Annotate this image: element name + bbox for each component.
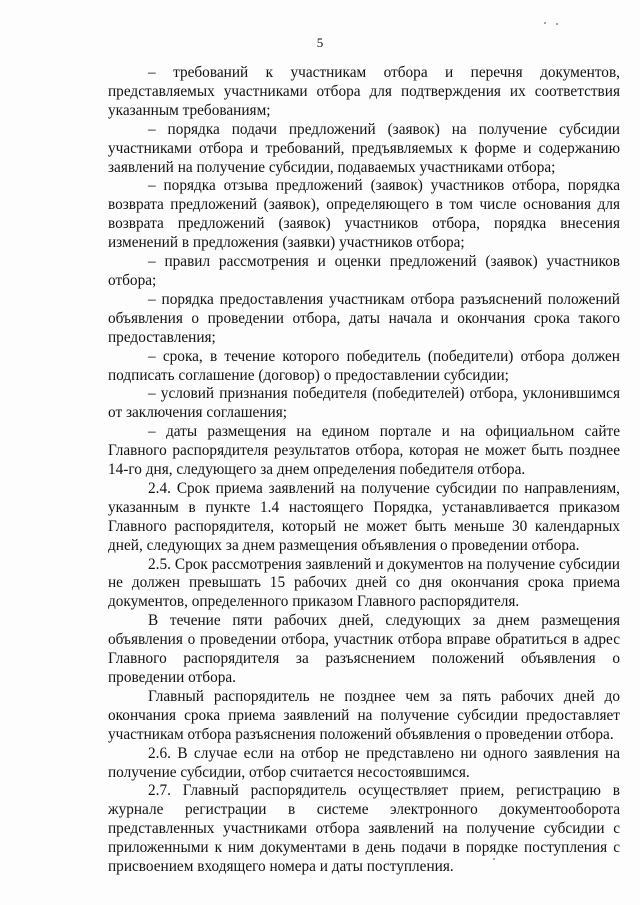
document-body bbox=[108, 64, 620, 877]
paragraph: – порядка предоставления участникам отбора разъяснений положений объявления о проведении отбора, даты начала и окончания срока такого предоставления; bbox=[108, 290, 620, 346]
paragraph: – условий признания победителя (победителей) отбора, уклонившимся от заключения соглашения; bbox=[108, 385, 620, 422]
paragraph: 2.6. В случае если на отбор не представлено ни одного заявления на получение субсидии, отбор считается несостоявшимся. bbox=[108, 744, 620, 781]
paragraph: – порядка подачи предложений (заявок) на получение субсидии участниками отбора и требований, предъявляемых к форме и содержанию заявлений на получение субсидии, подаваемых участниками отбора; bbox=[108, 120, 620, 176]
paragraph: 2.5. Срок рассмотрения заявлений и документов на получение субсидии не должен превышать 15 рабочих дней со дня окончания срока приема документов, определенного приказом Главного распорядителя. bbox=[108, 555, 620, 611]
paragraph: В течение пяти рабочих дней, следующих за днем размещения объявления о проведении отбора, участник отбора вправе обратиться в адрес Главного распорядителя за разъяснением положений объявления о проведении отбора. bbox=[108, 612, 620, 686]
scan-speck bbox=[544, 22, 546, 24]
paragraph: 2.4. Срок приема заявлений на получение субсидии по направлениям, указанным в пункте 1.4 настоящего Порядка, устанавливается приказом Главного распорядителя, который не может быть меньше 30 календарных дней, следующих за днем размещения объявления о проведении отбора. bbox=[108, 479, 620, 554]
paragraph: – правил рассмотрения и оценки предложений (заявок) участников отбора; bbox=[108, 253, 620, 289]
scan-speck bbox=[556, 23, 558, 25]
paragraph: 2.7. Главный распорядитель осуществляет прием, регистрацию в журнале регистрации в системе электронного документооборота представленных участниками отбора заявлений на получение субсидии с приложенными к ним документами в день подачи в порядке поступления с присвоением входящего номера и даты поступления. bbox=[108, 782, 620, 876]
paragraph: – порядка отзыва предложений (заявок) участников отбора, порядка возврата предложений (заявок), определяющего в том числе основания для возврата предложений (заявок) участников отбора, порядка внесения изменений в предложения (заявки) участников отбора; bbox=[108, 177, 620, 252]
paragraph: – срока, в течение которого победитель (победители) отбора должен подписать соглашение (договор) о предоставлении субсидии; bbox=[108, 347, 620, 384]
paragraph: – требований к участникам отбора и перечня документов, представляемых участниками отбора для подтверждения их соответствия указанным требованиям; bbox=[108, 64, 620, 119]
paragraph: – даты размещения на едином портале и на официальном сайте Главного распорядителя результатов отбора, которая не может быть позднее 14-го дня, следующего за днем определения победителя отбора. bbox=[108, 423, 620, 479]
paragraph: Главный распорядитель не позднее чем за пять рабочих дней до окончания срока приема заявлений на получение субсидии предоставляет участникам отбора разъяснения положений объявления о проведении отбора. bbox=[108, 687, 620, 743]
page-number: 5 bbox=[316, 35, 324, 50]
